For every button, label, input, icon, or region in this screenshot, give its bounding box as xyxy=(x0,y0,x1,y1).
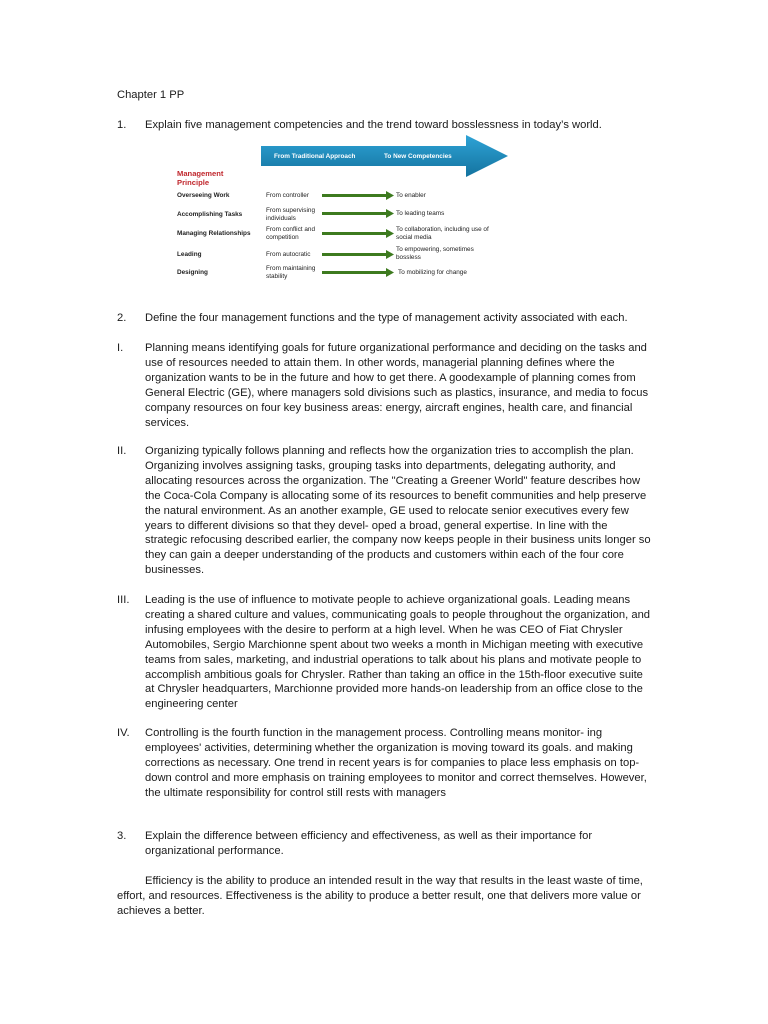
direction-arrow xyxy=(261,135,508,181)
question-number: 2. xyxy=(117,312,127,324)
principle-label: Accomplishing Tasks xyxy=(177,211,243,218)
principle-label: Overseeing Work xyxy=(177,192,230,199)
to-label: To collaboration, including use of social media xyxy=(396,226,489,241)
from-label: From maintaining stability xyxy=(266,265,316,280)
function-number: II. xyxy=(117,445,127,457)
to-label: To enabler xyxy=(396,192,426,199)
question-number: 1. xyxy=(117,119,127,131)
function-number: I. xyxy=(117,342,124,354)
arrow-left-label: From Traditional Approach xyxy=(274,153,356,160)
green-arrow-icon xyxy=(322,191,394,200)
question-number: 3. xyxy=(117,830,127,842)
to-label: To empowering, sometimes bossless xyxy=(396,246,474,261)
principle-label: Managing Relationships xyxy=(177,230,251,237)
to-label: To leading teams xyxy=(396,210,445,217)
green-arrow-icon xyxy=(322,229,394,238)
principle-label: Leading xyxy=(177,251,202,258)
page-title: Chapter 1 PP xyxy=(117,89,185,101)
function-paragraph: Planning means identifying goals for future organizational performance and deciding on the tasks and use of resources needed to attain them. In other words, managerial planning defines where the organization wants to be in the future and how to get there. A goodexample of planning comes from General Electric (GE), where managers sold divisions such as plastics, insurance, and media to focus company resources on four key business areas: energy, aircraft engines, health care, and financial services. xyxy=(145,342,649,429)
from-label: From conflict and competition xyxy=(266,226,316,241)
function-paragraph: Organizing typically follows planning and reflects how the organization tries to accomplish the plan. Organizing involves assigning tasks, grouping tasks into departments, delegating authority, and allocating resources across the organization. The "Creating a Greener World" feature describes how the Coca-Cola Company is allocating some of its resources to benefit communities and help preserve the natural environment. As an another example, GE used to relocate senior executives every few years to different divisions so that they devel- oped a broad, general expertise. In line with the strategic refocusing described earlier, the company now keeps people in their business units longer so they can gain a deeper understanding of the products and customers within each of the four core businesses. xyxy=(145,445,651,577)
principle-label: Designing xyxy=(177,269,208,276)
answer-paragraph: Efficiency is the ability to produce an intended result in the way that results in the least waste of time, effort, and resources. Effectiveness is the ability to produce a better result, one that delivers more value or achieves a better. xyxy=(117,875,643,917)
principle-header: Management Principle xyxy=(177,169,224,187)
green-arrow-icon xyxy=(322,250,394,259)
question-text: Explain the difference between efficiency and effectiveness, as well as their importance for organizational performance. xyxy=(145,830,593,857)
green-arrow-icon xyxy=(322,209,394,218)
function-paragraph: Controlling is the fourth function in the management process. Controlling means monitor- ing employees' activities, determining whether the organization is moving toward its goals. and making corrections as necessary. One trend in recent years is for companies to place less emphasis on top-down control and more emphasis on training employees to monitor and correct themselves. However, the ultimate responsibility for control still rests with managers xyxy=(145,727,647,799)
function-paragraph: Leading is the use of influence to motivate people to achieve organizational goals. Leading means creating a shared culture and values, communicating goals to people throughout the organization, and infusing employees with the desire to perform at a high level. When he was CEO of Fiat Chrysler Automobiles, Sergio Marchionne spent about two weeks a month in Michigan meeting with executive teams from sales, marketing, and industrial operations to talk about his plans and motivate people to accomplish ambitious goals for Chrysler. Rather than taking an office in the 15th-floor executive suite at Chrysler headquarters, Marchionne provided more hands-on leadership from an office close to the engineering center xyxy=(145,594,651,711)
function-number: III. xyxy=(117,594,130,606)
arrow-right-label: To New Competencies xyxy=(384,153,452,160)
management-competencies-figure xyxy=(172,135,508,281)
question-text: Define the four management functions and the type of management activity associated with each. xyxy=(145,312,628,324)
function-number: IV. xyxy=(117,727,130,739)
from-label: From autocratic xyxy=(266,251,311,258)
green-arrow-icon xyxy=(322,268,394,277)
question-text: Explain five management competencies and the trend toward bosslessness in today’s world. xyxy=(145,119,602,131)
from-label: From controller xyxy=(266,192,309,199)
to-label: To mobilizing for change xyxy=(398,269,467,276)
from-label: From supervising individuals xyxy=(266,207,316,222)
